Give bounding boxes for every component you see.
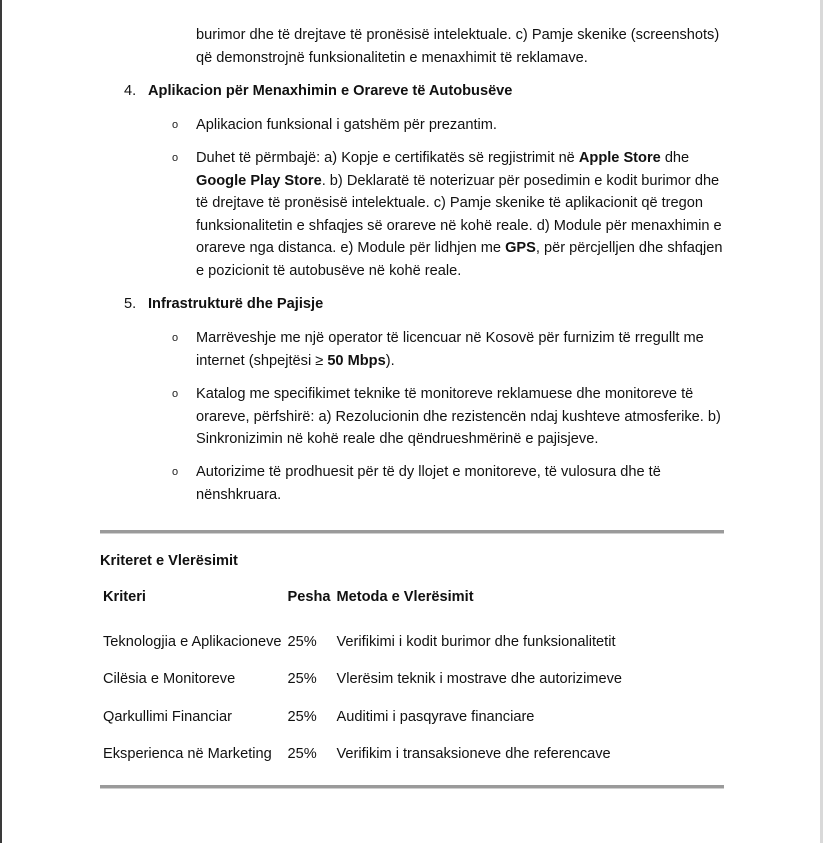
bullet-2-text-a: Duhet të përmbajë: a) Kopje e certifikatës së regjistrimit në xyxy=(196,150,579,166)
horizontal-divider-bottom xyxy=(100,785,724,789)
section-4-bullet-1: Aplikacion funksional i gatshëm për prezantim. xyxy=(196,117,497,133)
criteria-heading: Kriteret e Vlerësimit xyxy=(100,553,238,569)
section-4-heading xyxy=(124,80,512,103)
bullet-2-text-c: . b) Deklaratë të noterizuar për posedimin e kodit burimor dhe të drejtave të pronësisë intelektuale. c) Pamje skenike të aplikacionit që tregon funksionalitetin e shfaqjes së orareve në kohë reale. d) Module për menaxhimin e orareve nga distanca. e) Module për lidhjen me xyxy=(196,172,722,256)
table-row xyxy=(100,623,625,661)
weight-cell: 25% xyxy=(287,746,317,762)
weight-cell: 25% xyxy=(287,708,317,725)
criteria-table xyxy=(100,585,625,773)
apple-store-bold: Apple Store xyxy=(578,150,661,166)
criteria-cell: Eksperienca në Marketing xyxy=(103,746,272,762)
bullet-marker: o xyxy=(172,466,179,478)
column-header-weight: Pesha xyxy=(287,588,331,605)
bullet-marker: o xyxy=(172,332,179,344)
column-header-method: Metoda e Vlerësimit xyxy=(336,588,474,605)
speed-bold: 50 Mbps xyxy=(327,352,386,369)
method-cell: Verifikimi i kodit burimor dhe funksionalitetit xyxy=(336,633,616,650)
section-4-number: 4. xyxy=(124,83,137,99)
criteria-cell: Cilësia e Monitoreve xyxy=(103,671,236,687)
section-5-title: Infrastrukturë dhe Pajisje xyxy=(148,296,324,312)
criteria-cell: Qarkullimi Financiar xyxy=(103,708,232,725)
continuation-line-1: burimor dhe të drejtave të pronësisë intelektuale. c) Pamje skenike (screenshots) xyxy=(196,27,720,43)
internet-text-a: Marrëveshje me një operator të licencuar në Kosovë për furnizim të rregullt me internet (shpejtësi ≥ xyxy=(196,330,704,369)
method-cell: Vlerësim teknik i mostrave dhe autorizimeve xyxy=(336,671,622,687)
section-5-bullet-2: Katalog me specifikimet teknike të monitoreve reklamuese dhe monitoreve të orareve, përfshirë: a) Rezolucionin dhe rezistencën ndaj kushteve atmosferike. b) Sinkronizimin në kohë reale dhe qëndrueshmërinë e pajisjeve. xyxy=(196,386,721,447)
method-cell: Verifikim i transaksioneve dhe referencave xyxy=(336,746,611,762)
google-play-store-bold: Google Play Store xyxy=(196,172,322,189)
criteria-table-header xyxy=(100,585,625,609)
bullet-marker: o xyxy=(172,388,179,400)
section-5-bullet-1 xyxy=(196,327,726,372)
weight-cell: 25% xyxy=(287,671,317,687)
internet-text-b: ). xyxy=(385,352,395,369)
section-4-bullet-2 xyxy=(196,147,726,282)
table-row xyxy=(100,736,625,774)
section-5-number: 5. xyxy=(124,296,137,312)
method-cell: Auditimi i pasqyrave financiare xyxy=(336,708,535,725)
table-row xyxy=(100,661,625,699)
gps-bold: GPS xyxy=(505,240,536,256)
criteria-cell: Teknologjia e Aplikacioneve xyxy=(103,633,282,650)
bullet-marker: o xyxy=(172,152,179,164)
section-5-bullet-3: Autorizime të prodhuesit për të dy llojet e monitoreve, të vulosura dhe të nënshkruara. xyxy=(196,464,661,503)
column-header-criteria: Kriteri xyxy=(103,588,146,605)
section-4-title: Aplikacion për Menaxhimin e Orareve të Autobusëve xyxy=(148,83,513,99)
section-5-heading xyxy=(124,293,323,316)
horizontal-divider-top xyxy=(100,530,724,534)
weight-cell: 25% xyxy=(287,633,317,650)
bullet-2-text-d: , për përcjelljen dhe shfaqjen e pozicionit të autobusëve në kohë reale. xyxy=(196,240,723,279)
table-row xyxy=(100,698,625,736)
bullet-2-text-b: dhe xyxy=(660,150,690,166)
bullet-marker: o xyxy=(172,119,179,131)
continuation-line-2: që demonstrojnë funksionalitetin e menaxhimit të reklamave. xyxy=(196,49,588,66)
